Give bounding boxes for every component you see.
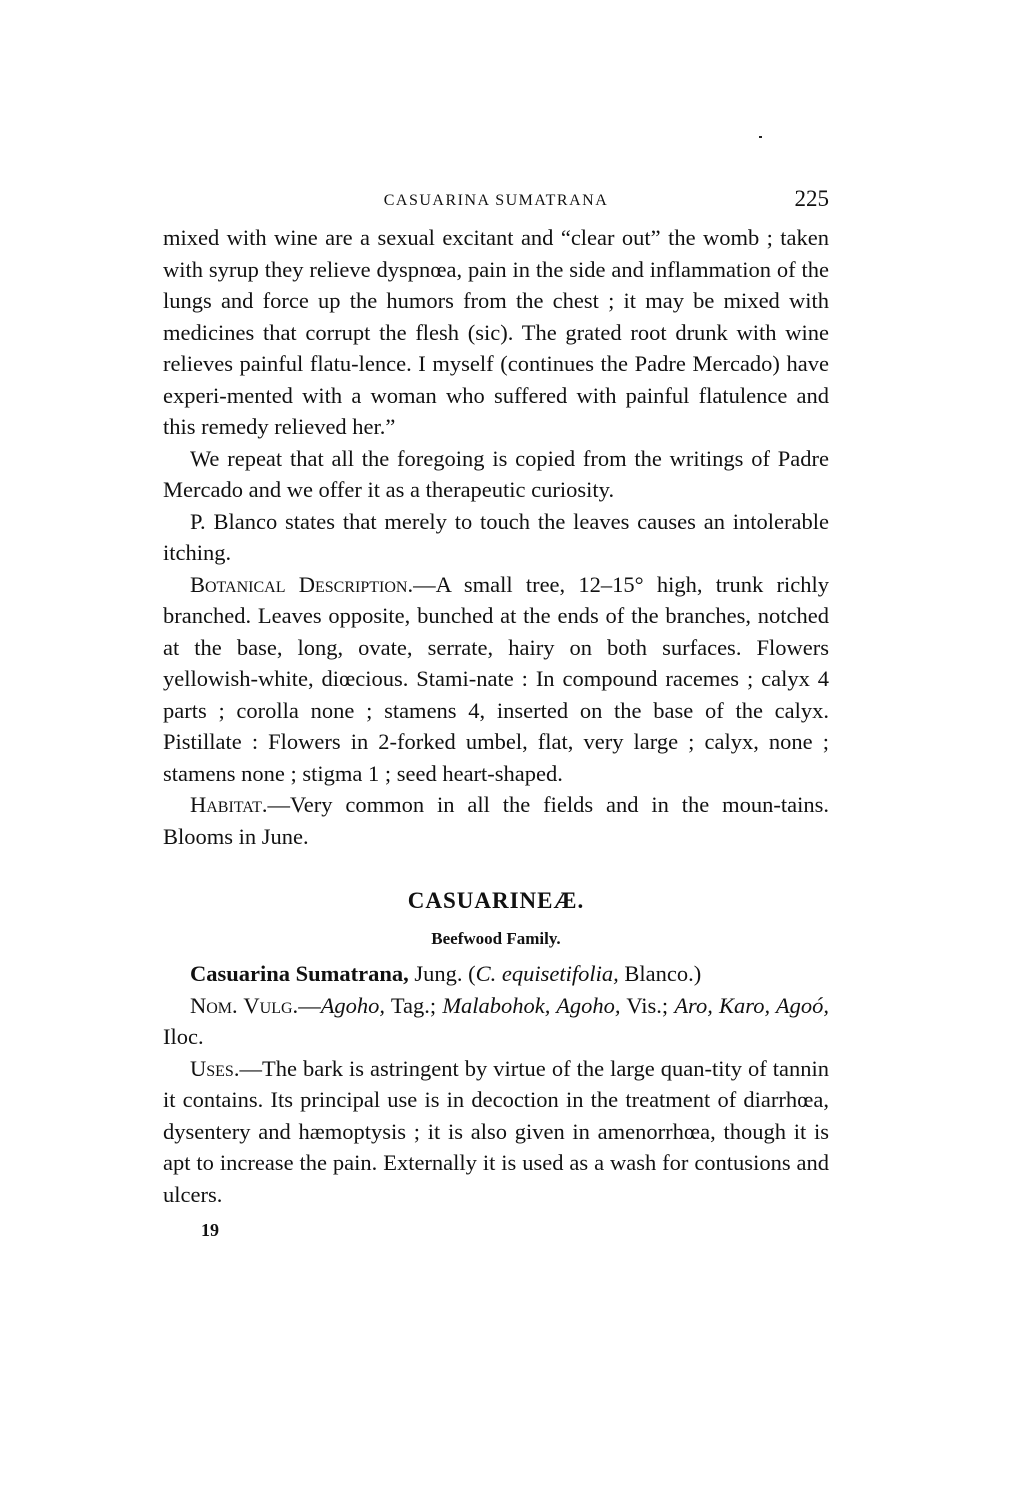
nom-vulg-part: Malabohok, Agoho, xyxy=(442,992,621,1018)
species-line xyxy=(163,958,829,990)
paragraph-habitat xyxy=(163,789,829,852)
book-page xyxy=(163,188,829,1244)
paragraph-botanical-description xyxy=(163,569,829,790)
paragraph-uses xyxy=(163,1053,829,1211)
paragraph-repeat: We repeat that all the foregoing is copied from the writings of Padre Mercado and we offer it as a therapeutic curiosity. xyxy=(163,445,829,502)
nom-vulg-label: Nom. Vulg. xyxy=(190,992,299,1018)
nom-vulg-part: — xyxy=(298,992,321,1018)
species-author: Jung. ( xyxy=(408,961,476,986)
nom-vulg-part: Vis.; xyxy=(620,992,675,1018)
paragraph-nom-vulg xyxy=(163,990,829,1053)
stray-mark xyxy=(759,136,762,138)
species-name: Casuarina Sumatrana, xyxy=(190,961,409,986)
habitat-text: —Very common in all the fields and in the moun-tains. Blooms in June. xyxy=(163,792,829,849)
running-head xyxy=(163,188,829,222)
paragraph-blanco: P. Blanco states that merely to touch the leaves causes an intolerable itching. xyxy=(163,508,829,565)
paragraph-continued: mixed with wine are a sexual excitant and “clear out” the womb ; taken with syrup they relieve dyspnœa, pain in the side and inflammation of the lungs and force up the humors from the chest ; it may be mixed with medicines that corrupt the flesh (sic). The grated root drunk with wine relieves painful flatu-lence. I myself (continues the Padre Mercado) have experi-mented with a woman who suffered with painful flatulence and this remedy relieved her.” xyxy=(163,225,829,439)
nom-vulg-part: Iloc. xyxy=(163,1024,204,1049)
uses-text: —The bark is astringent by virtue of the large quan-tity of tannin it contains. Its principal use is in decoction in the treatment of diarrhœa, dysentery and hæmoptysis ; it is also given in amenorrhœa, though it is apt to increase the pain. Externally it is used as a wash for contusions and ulcers. xyxy=(163,1055,829,1207)
section-heading: CASUARINEÆ. xyxy=(407,888,585,913)
running-head-title: CASUARINA SUMATRANA xyxy=(383,192,609,209)
synonym: C. equisetifolia, xyxy=(475,961,619,986)
family-name: Beefwood Family. xyxy=(431,929,561,948)
signature-mark: 19 xyxy=(201,1220,219,1240)
page-number: 225 xyxy=(794,186,829,211)
botanical-text: —A small tree, 12–15° high, trunk richly branched. Leaves opposite, bunched at the ends of the branches, notched at the base, long, ovate, serrate, hairy on both surfaces. Flowers yellowish-white, diœcious. Stami-nate : In compound racemes ; calyx 4 parts ; corolla none ; stamens 4, inserted on the base of the calyx. Pistillate : Flowers in 2-forked umbel, flat, very large ; calyx, none ; stamens none ; stigma 1 ; seed heart-shaped. xyxy=(163,571,829,786)
nom-vulg-part: Tag.; xyxy=(385,992,443,1018)
synonym-author: Blanco.) xyxy=(618,961,702,986)
uses-label: Uses. xyxy=(190,1055,240,1081)
habitat-label: Habitat. xyxy=(190,792,268,817)
nom-vulg-part: Agoho, xyxy=(320,992,386,1018)
nom-vulg-part: Aro, Karo, Agoó, xyxy=(674,992,829,1018)
botanical-label: Botanical Description. xyxy=(190,571,414,597)
